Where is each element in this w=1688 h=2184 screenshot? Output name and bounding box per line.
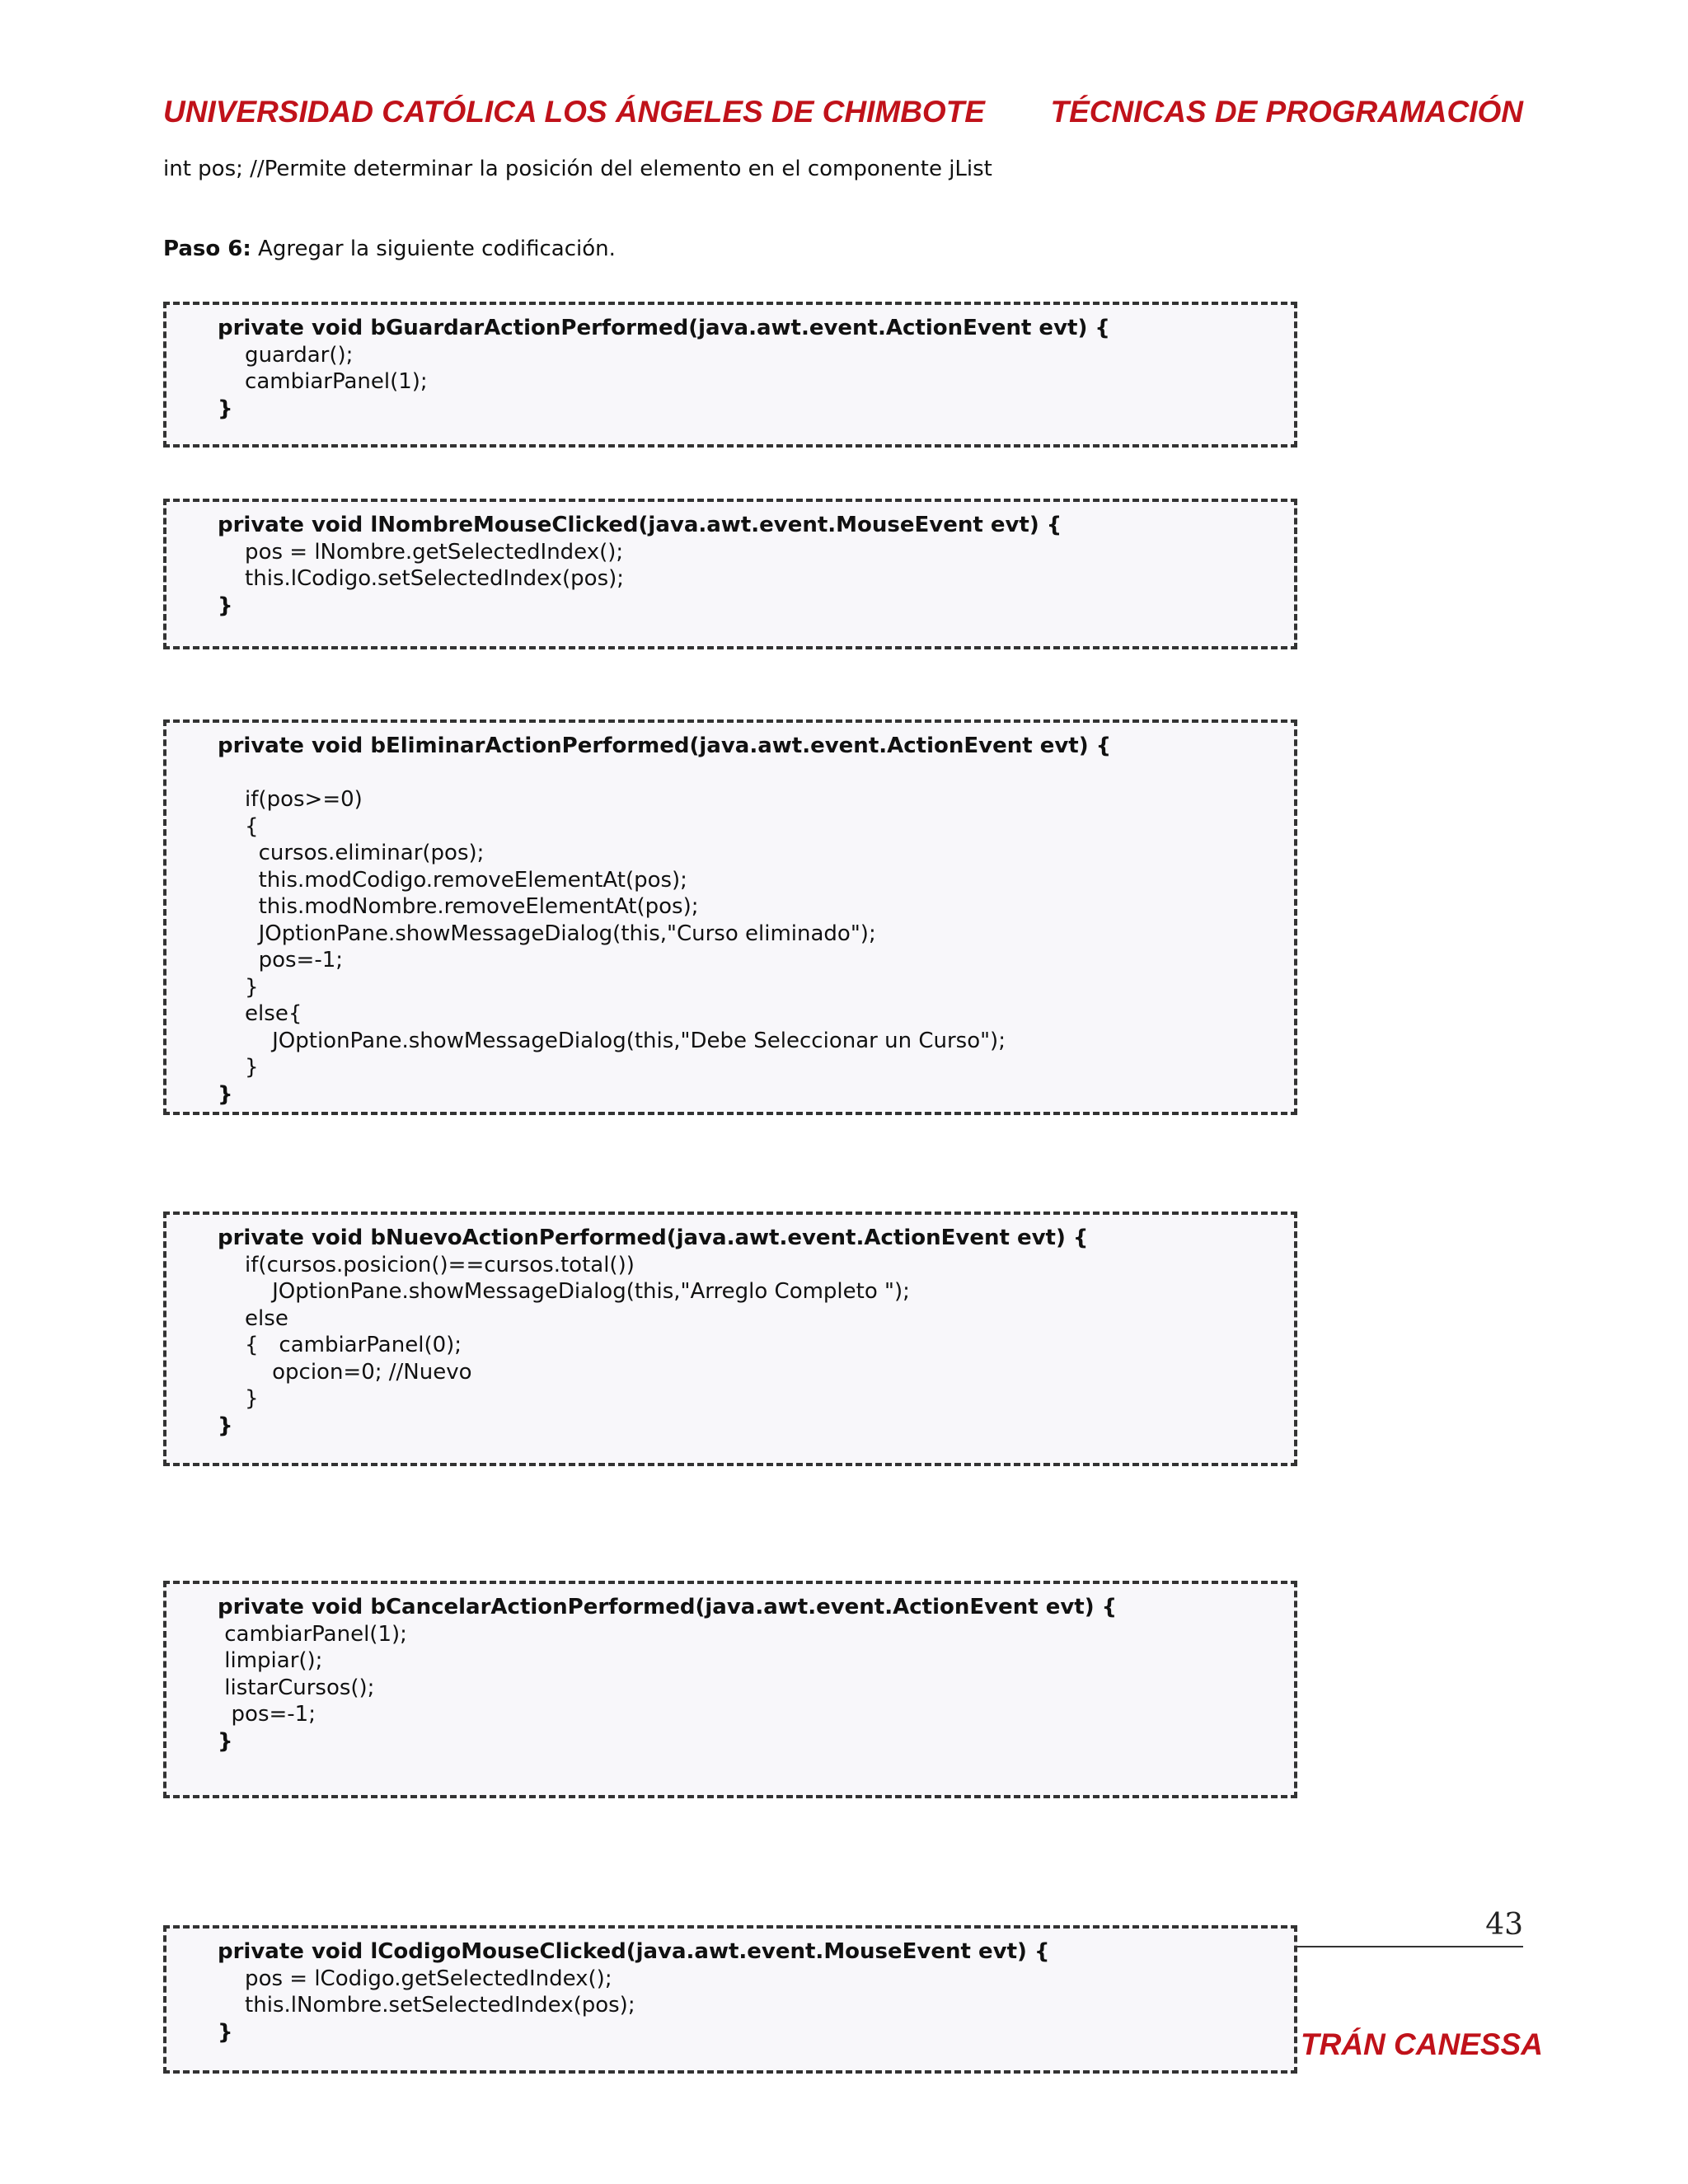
code-line: { (218, 813, 259, 839)
code-line: } (218, 974, 259, 1000)
code-line: this.lNombre.setSelectedIndex(pos); (218, 1993, 635, 2018)
code-block-beliminar (163, 719, 1297, 1115)
code-line: } (218, 1055, 259, 1080)
code-block-lnombre (163, 499, 1297, 649)
code-line: guardar(); (218, 342, 354, 368)
header-university: UNIVERSIDAD CATÓLICA LOS ÁNGELES DE CHIMBOTE (163, 95, 985, 129)
closing-brace: } (218, 593, 233, 618)
code-line: cambiarPanel(1); (218, 369, 428, 394)
code-line: else{ (218, 1001, 302, 1026)
method-signature: private void bNuevoActionPerformed(java.awt.event.ActionEvent evt) { (218, 1226, 1089, 1250)
code-line: JOptionPane.showMessageDialog(this,"Debe Seleccionar un Curso"); (218, 1028, 1006, 1053)
closing-brace: } (218, 1728, 233, 1754)
code-block-bnuevo (163, 1212, 1297, 1466)
method-signature: private void lNombreMouseClicked(java.awt.event.MouseEvent evt) { (218, 513, 1062, 537)
step-label: Paso 6: (163, 237, 251, 261)
code-line: if(pos>=0) (218, 787, 363, 812)
method-signature: private void lCodigoMouseClicked(java.awt.event.MouseEvent evt) { (218, 1939, 1050, 1964)
code-block-bcancelar (163, 1581, 1297, 1798)
code-line: { cambiarPanel(0); (218, 1333, 462, 1357)
header-course: TÉCNICAS DE PROGRAMACIÓN (1050, 95, 1523, 129)
code-line: JOptionPane.showMessageDialog(this,"Curso eliminado"); (218, 921, 876, 946)
page-number: 43 (1485, 1908, 1523, 1942)
footer-author: TRÁN CANESSA (1301, 2027, 1543, 2061)
method-signature: private void bCancelarActionPerformed(java.awt.event.ActionEvent evt) { (218, 1595, 1118, 1619)
code-line: else (218, 1305, 288, 1331)
closing-brace: } (218, 396, 233, 421)
code-line: pos = lCodigo.getSelectedIndex(); (218, 1966, 612, 1991)
closing-brace: } (218, 1413, 233, 1438)
code-line: this.modNombre.removeElementAt(pos); (218, 894, 699, 919)
step-instruction (163, 237, 616, 261)
method-signature: private void bEliminarActionPerformed(java.awt.event.ActionEvent evt) { (218, 733, 1112, 758)
code-line: opcion=0; //Nuevo (218, 1359, 472, 1385)
code-line: pos=-1; (218, 1702, 316, 1727)
code-line: cambiarPanel(1); (218, 1621, 407, 1647)
code-line: if(cursos.posicion()==cursos.total()) (218, 1252, 635, 1277)
code-block-bguardar (163, 302, 1297, 448)
code-line: pos = lNombre.getSelectedIndex(); (218, 539, 624, 565)
code-line (218, 760, 1111, 787)
closing-brace: } (218, 2019, 233, 2045)
code-line: } (218, 1386, 259, 1411)
code-line: cursos.eliminar(pos); (218, 841, 485, 865)
closing-brace: } (218, 1081, 233, 1107)
code-line: listarCursos(); (218, 1675, 375, 1700)
code-line: limpiar(); (218, 1648, 323, 1673)
code-line: pos=-1; (218, 948, 344, 972)
variable-declaration: int pos; //Permite determinar la posición del elemento en el componente jList (163, 157, 992, 181)
code-line: this.modCodigo.removeElementAt(pos); (218, 867, 687, 893)
code-block-lcodigo (163, 1925, 1297, 2074)
code-line: JOptionPane.showMessageDialog(this,"Arreglo Completo "); (218, 1279, 910, 1304)
step-text: Agregar la siguiente codificación. (251, 237, 616, 261)
code-line: this.lCodigo.setSelectedIndex(pos); (218, 566, 625, 591)
footer-rule (1297, 1946, 1523, 1947)
method-signature: private void bGuardarActionPerformed(java.awt.event.ActionEvent evt) { (218, 316, 1110, 340)
